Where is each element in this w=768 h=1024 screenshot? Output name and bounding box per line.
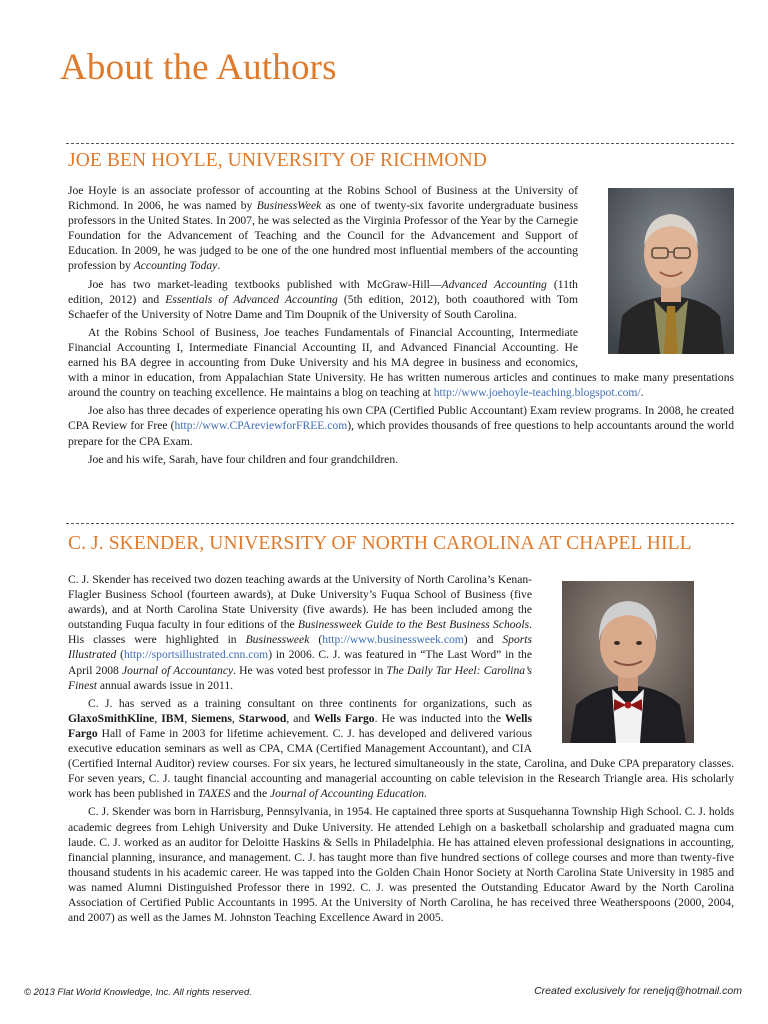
cpa-review-link[interactable]: http://www.CPAreviewforFREE.com [174,419,348,433]
section-divider [66,523,734,524]
portrait-photo-hoyle [608,188,734,354]
bio-paragraph: At the Robins School of Business, Joe teaches Fundamentals of Financial Accounting, Intermediate Financial Accounting I, Intermediate Financial Accounting II, and Advanced Financial Accounting. He earned his BA degree in accounting from Duke University and his MA degree in business and economics, with a minor in education, from Appalachian State University. He has written numerous articles and continues to make many presentations around the country on teaching excellence. He maintains a blog on teaching at http://www.joehoyle-teaching.blogspot.com/. [68,325,734,400]
copyright-notice: © 2013 Flat World Knowledge, Inc. All rights reserved. [24,987,252,998]
section-divider [66,143,734,144]
author-bio-skender [68,572,734,928]
sports-illustrated-link[interactable]: http://sportsillustrated.cnn.com [123,648,269,662]
created-for-notice: Created exclusively for reneljq@hotmail.com [534,985,742,997]
portrait-photo-icon [608,188,734,354]
author-heading-hoyle: JOE BEN HOYLE, UNIVERSITY OF RICHMOND [68,150,487,171]
author-heading-skender: C. J. SKENDER, UNIVERSITY OF NORTH CAROLINA AT CHAPEL HILL [68,533,692,554]
author-bio-hoyle [68,183,734,470]
portrait-photo-skender [562,581,694,743]
bio-paragraph: Joe has two market-leading textbooks published with McGraw-Hill—Advanced Accounting (11th edition, 2012) and Essentials of Advanced Accounting (5th edition, 2012), both coauthored with Tom Schaefer of the University of Notre Dame and Tim Doupnik of the University of South Carolina. [68,277,578,321]
bio-paragraph: C. J. Skender was born in Harrisburg, Pennsylvania, in 1954. He captained three sports at Susquehanna Township High School. C. J. holds academic degrees from Lehigh University and Duke University. He attended Lehigh on a basketball scholarship and graduated magna cum laude. C. J. worked as an auditor for Deloitte Haskins & Sells in Philadelphia. He has attained eleven professional designations in accounting, financial planning, insurance, and management. C. J. has taught more than five hundred sections of college courses and more than twenty-five thousand students in his academic career. He was tapped into the Golden Chain Honor Society at North Carolina State University in 1985 and was named Alumni Distinguished Professor there in 1992. C. J. was presented the Outstanding Educator Award by the North Carolina Association of Certified Public Accountants in 1995. At the University of North Carolina, he has received three Weatherspoons (2000, 2004, and 2007) as well as the James M. Johnston Teaching Excellence Award in 2005. [68,805,734,925]
bio-paragraph: Joe also has three decades of experience operating his own CPA (Certified Public Accountant) Exam review programs. In 2008, he created CPA Review for Free (http://www.CPAreviewforFREE.com), which provides thousands of free questions to help accountants around the world prepare for the CPA Exam. [68,404,734,448]
businessweek-link[interactable]: http://www.businessweek.com [322,633,464,647]
bio-paragraph: Joe and his wife, Sarah, have four children and four grandchildren. [88,452,399,466]
blog-link[interactable]: http://www.joehoyle-teaching.blogspot.com/ [433,386,641,400]
portrait-photo-icon [562,581,694,743]
bio-paragraph: C. J. Skender has received two dozen teaching awards at the University of North Carolina’s Kenan-Flagler Business School (fourteen awards), at Duke University’s Fuqua School of Business (five awards), and at North Carolina State University (five awards). He has been included among the outstanding Fuqua faculty in four editions of the Businessweek Guide to the Best Business Schools. His classes were highlighted in Businessweek (http://www.businessweek.com) and Sports Illustrated (http://sportsillustrated.cnn.com) in 2006. C. J. was featured in “The Last Word” in the April 2008 Journal of Accountancy. He was voted best professor in The Daily Tar Heel: Carolina’s Finest annual awards issue in 2011. [68,573,533,692]
bio-paragraph: C. J. has served as a training consultant on three continents for organizations, such as GlaxoSmithKline, IBM, Siemens, Starwood, and Wells Fargo. He was inducted into the Wells Fargo Hall of Fame in 2003 for lifetime achievement. C. J. has developed and delivered various executive education seminars as well as CPA, CMA (Certified Management Accountant), and CIA (Certified Internal Auditor) review courses. For six years, he lectured simultaneously in the state, Carolina, and Duke CPA preparatory classes. For seven years, C. J. taught financial accounting and managerial accounting on cable television in the Research Triangle area. His scholarly work has been published in TAXES and the Journal of Accounting Education. [68,696,734,801]
bio-paragraph: Joe Hoyle is an associate professor of accounting at the Robins School of Business at the University of Richmond. In 2006, he was named by BusinessWeek as one of twenty-six favorite undergraduate business professors in the United States. In 2007, he was selected as the Virginia Professor of the Year by the Carnegie Foundation for the Advancement of Teaching and the Council for the Advancement and Support of Education. In 2009, he was judged to be one of the one hundred most influential members of the accounting profession by Accounting Today. [68,184,578,273]
page-title: About the Authors [60,47,337,88]
